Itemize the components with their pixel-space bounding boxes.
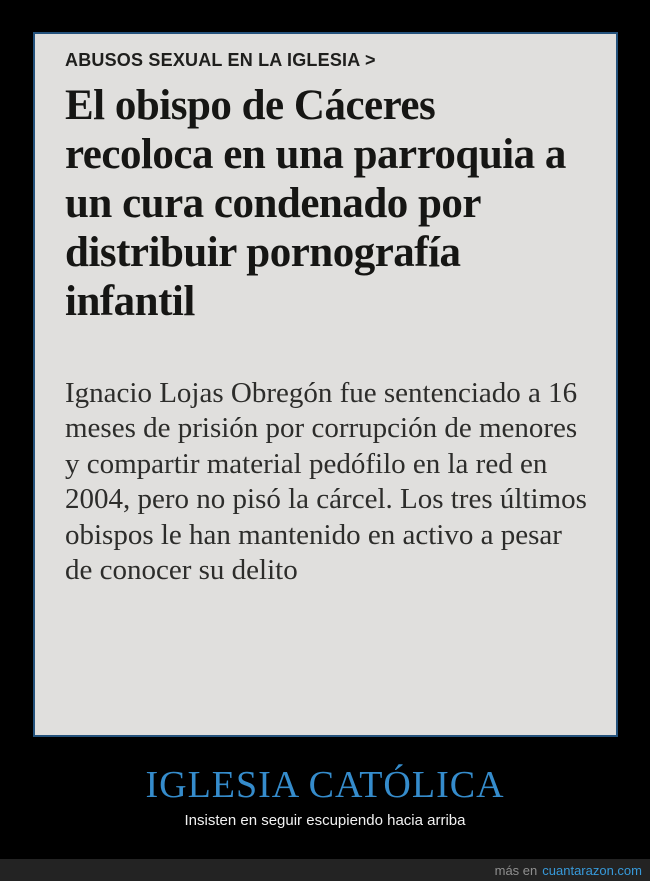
- watermark-prefix: más en: [494, 862, 538, 878]
- article-subhead: Ignacio Lojas Obregón fue sentenciado a 16 meses de prisión por corrupción de menores y compartir material pedófilo en la red en 2004, pero no pisó la cárcel. Los tres últimos obispos le han mantenido en activo a pesar de conocer su delito: [65, 377, 587, 586]
- article-card: [33, 32, 618, 737]
- meme-subtitle: Insisten en seguir escupiendo hacia arriba: [184, 812, 466, 829]
- watermark-site-link[interactable]: cuantarazon.com: [542, 862, 642, 878]
- watermark-bar: [0, 859, 650, 881]
- meme-title: IGLESIA CATÓLICA: [145, 764, 505, 806]
- section-kicker-link[interactable]: ABUSOS SEXUAL EN LA IGLESIA >: [65, 50, 376, 70]
- article-headline: El obispo de Cáceres recoloca en una parroquia a un cura condenado por distribuir pornografía infantil: [65, 82, 566, 326]
